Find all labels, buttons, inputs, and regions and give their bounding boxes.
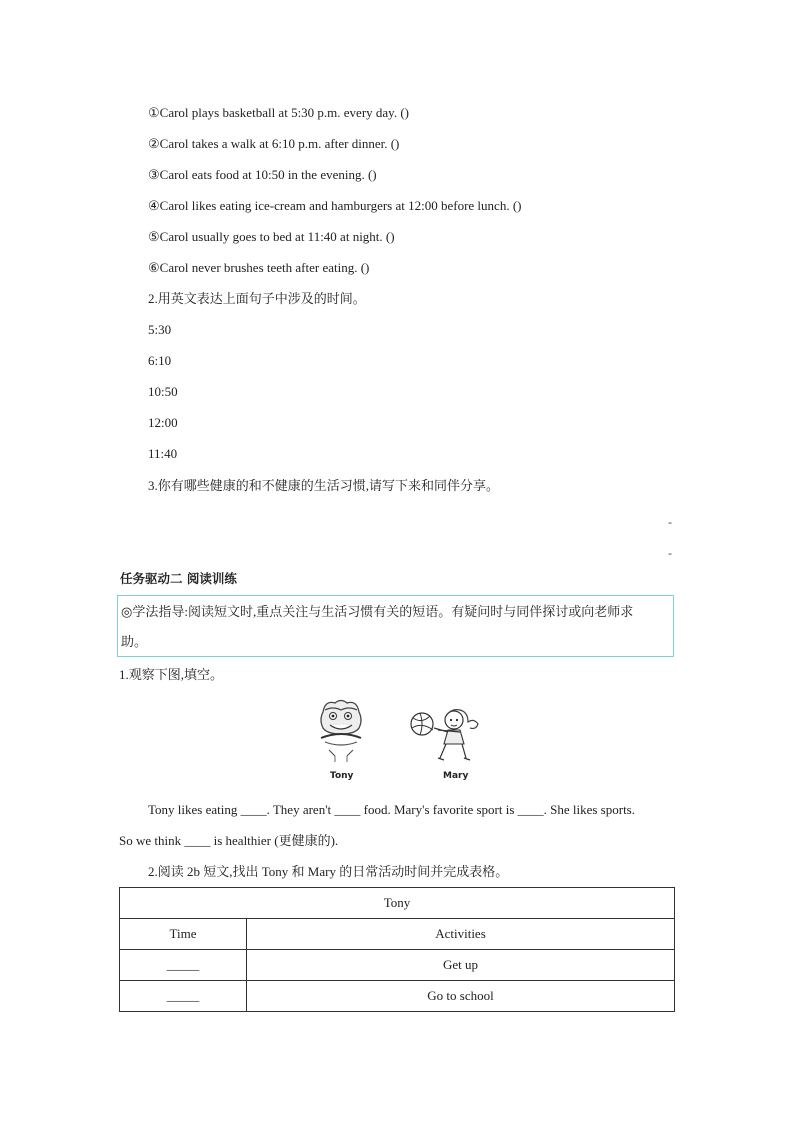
answer-line-1: - [668, 515, 672, 529]
table-title-cell: Tony [120, 888, 675, 919]
fill-in-line-2: So we think ____ is healthier (更健康的). [119, 833, 339, 848]
time-column-header: Time [120, 919, 247, 950]
question-2: 2.用英文表达上面句子中涉及的时间。 [148, 291, 366, 306]
activity-table [119, 887, 675, 1012]
sentence-2: ②Carol takes a walk at 6:10 p.m. after dinner. () [148, 136, 400, 151]
time-2: 6:10 [148, 353, 172, 368]
fill-in-line-1: Tony likes eating ____. They aren't ____ food. Mary's favorite sport is ____. She likes sports. [148, 802, 635, 817]
activity-cell: Get up [247, 950, 675, 981]
time-blank[interactable]: _____ [120, 981, 247, 1012]
tony-illustration [313, 698, 369, 768]
study-tip-line-2: 助。 [121, 634, 148, 649]
sentence-6: ⑥Carol never brushes teeth after eating. () [148, 260, 370, 275]
time-4: 12:00 [148, 415, 178, 430]
study-tip-line-1: ◎学法指导:阅读短文时,重点关注与生活习惯有关的短语。有疑问时与同伴探讨或向老师求 [121, 604, 634, 619]
table-header-row [120, 888, 675, 919]
time-blank[interactable]: _____ [120, 950, 247, 981]
activities-column-header: Activities [247, 919, 675, 950]
tony-caption: Tony [330, 771, 354, 781]
sentence-4: ④Carol likes eating ice-cream and hamburgers at 12:00 before lunch. () [148, 198, 522, 213]
table-question: 2.阅读 2b 短文,找出 Tony 和 Mary 的日常活动时间并完成表格。 [148, 864, 509, 879]
activity-cell: Go to school [247, 981, 675, 1012]
mary-illustration [408, 704, 488, 768]
mary-caption: Mary [443, 771, 469, 781]
table-row [120, 981, 675, 1012]
time-5: 11:40 [148, 446, 178, 461]
answer-line-2: - [668, 546, 672, 560]
study-tip-box [117, 595, 674, 657]
question-3: 3.你有哪些健康的和不健康的生活习惯,请写下来和同伴分享。 [148, 478, 500, 493]
sentence-5: ⑤Carol usually goes to bed at 11:40 at night. () [148, 229, 395, 244]
time-3: 10:50 [148, 384, 178, 399]
sentence-1: ①Carol plays basketball at 5:30 p.m. every day. () [148, 105, 409, 120]
table-row [120, 950, 675, 981]
time-1: 5:30 [148, 322, 172, 337]
section-title: 任务驱动二 阅读训练 [120, 571, 237, 586]
sentence-3: ③Carol eats food at 10:50 in the evening. () [148, 167, 377, 182]
table-column-row [120, 919, 675, 950]
observe-question: 1.观察下图,填空。 [119, 667, 224, 682]
